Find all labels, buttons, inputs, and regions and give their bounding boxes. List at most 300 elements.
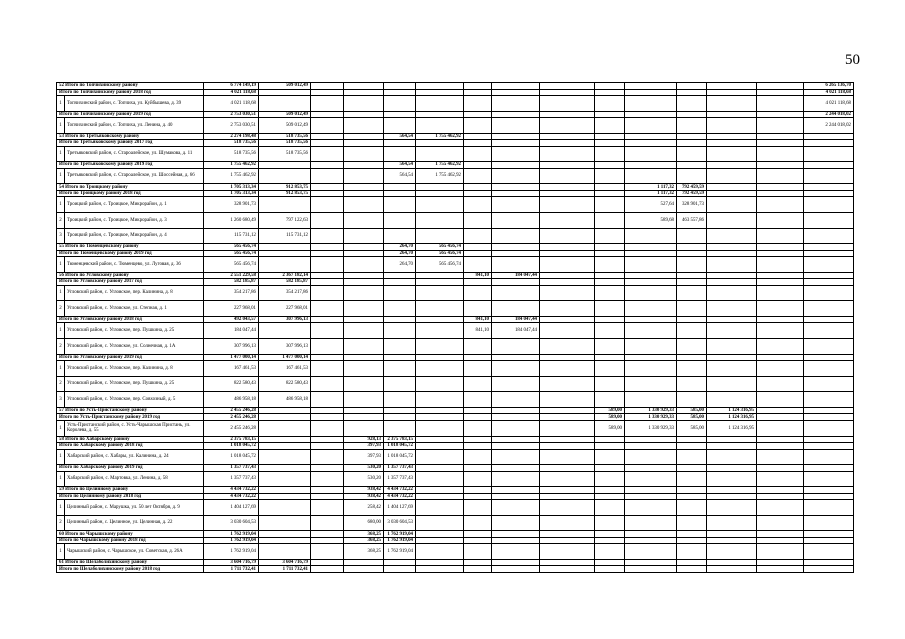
value-cell	[540, 212, 595, 228]
value-cell	[707, 361, 757, 377]
value-cell	[492, 168, 540, 184]
address-cell: Топчихинский район, с. Топчиха, ул. Ленина, д. 40	[65, 118, 204, 134]
value-cell	[384, 420, 416, 436]
row-number: 1	[57, 146, 65, 162]
value-cell: 2 244 018,02	[804, 111, 854, 118]
value-cell	[464, 118, 492, 134]
value-cell	[625, 566, 677, 573]
value-cell	[677, 500, 707, 516]
value-cell: 1 330 929,33	[625, 420, 677, 436]
value-cell	[707, 566, 757, 573]
row-number: 2	[57, 515, 65, 531]
value-cell	[492, 301, 540, 317]
address-row	[57, 544, 854, 560]
value-cell: 938,42	[344, 487, 384, 494]
value-cell	[757, 515, 804, 531]
value-cell	[595, 257, 625, 273]
value-cell: 680,00	[344, 515, 384, 531]
value-cell	[311, 212, 344, 228]
value-cell	[464, 257, 492, 273]
address-cell: Угловский район, с. Угловское, пер. Пушкина, д. 25	[65, 323, 204, 339]
value-cell	[595, 544, 625, 560]
value-cell	[625, 392, 677, 408]
value-cell	[344, 96, 384, 112]
row-number: 3	[57, 228, 65, 244]
value-cell: 354 217,86	[204, 285, 259, 301]
value-cell	[625, 285, 677, 301]
address-row	[57, 168, 854, 184]
value-cell	[311, 96, 344, 112]
value-cell	[311, 361, 344, 377]
value-cell: 912 853,75	[259, 190, 311, 197]
row-title: Итого по Троицкому району	[65, 184, 128, 190]
value-cell	[677, 376, 707, 392]
row-number: 1	[57, 361, 65, 377]
value-cell	[492, 566, 540, 573]
value-cell	[464, 301, 492, 317]
value-cell	[344, 168, 384, 184]
value-cell: 2 455 246,28	[204, 414, 259, 421]
value-cell: 167 461,53	[259, 361, 311, 377]
row-number: 1	[57, 118, 65, 134]
value-cell	[757, 392, 804, 408]
value-cell	[259, 449, 311, 465]
value-cell	[464, 197, 492, 213]
value-cell	[757, 228, 804, 244]
value-cell: 1 755 462,92	[204, 168, 259, 184]
value-cell: 530,20	[344, 471, 384, 487]
value-cell	[311, 257, 344, 273]
value-cell: 565 456,74	[416, 250, 464, 257]
value-cell: 582 185,87	[259, 279, 311, 286]
value-cell: 2 551 229,58	[204, 272, 259, 279]
value-cell	[804, 449, 854, 465]
value-cell	[464, 339, 492, 355]
value-cell	[416, 118, 464, 134]
value-cell: 518 735,56	[259, 140, 311, 147]
value-cell	[311, 420, 344, 436]
value-cell	[259, 471, 311, 487]
value-cell	[625, 500, 677, 516]
value-cell	[384, 392, 416, 408]
value-cell: 184 047,44	[204, 323, 259, 339]
row-label: Итого по Угловскому району 2018 год	[57, 316, 204, 323]
address-row	[57, 301, 854, 317]
value-cell: 4 434 732,22	[204, 493, 259, 500]
value-cell: 1 357 737,43	[204, 471, 259, 487]
value-cell	[492, 285, 540, 301]
value-cell: 582 185,87	[204, 279, 259, 286]
value-cell: 328 901,73	[204, 197, 259, 213]
value-cell	[384, 376, 416, 392]
value-cell: 1 404 127,69	[204, 500, 259, 516]
value-cell	[384, 96, 416, 112]
value-cell	[625, 118, 677, 134]
value-cell	[707, 146, 757, 162]
address-cell: Угловский район, с. Угловское, ул. Степная, д. 1	[65, 301, 204, 317]
value-cell	[757, 449, 804, 465]
value-cell	[384, 361, 416, 377]
page-number: 50	[845, 52, 860, 68]
value-cell: 368,25	[344, 531, 384, 538]
value-cell	[464, 392, 492, 408]
address-cell: Угловский район, с. Угловское, ул. Солнечная, д. 1А	[65, 339, 204, 355]
value-cell: 589,00	[595, 420, 625, 436]
value-cell	[595, 146, 625, 162]
value-cell: 589,68	[625, 212, 677, 228]
value-cell: 1 762 919,04	[384, 544, 416, 560]
value-cell	[464, 228, 492, 244]
value-cell: 589,00	[595, 407, 625, 414]
value-cell	[540, 376, 595, 392]
value-cell	[416, 339, 464, 355]
value-cell	[757, 500, 804, 516]
value-cell	[464, 544, 492, 560]
value-cell	[344, 566, 384, 573]
value-cell: 1 117,32	[625, 190, 677, 197]
row-number: 55	[59, 244, 64, 250]
value-cell	[464, 566, 492, 573]
value-cell	[757, 566, 804, 573]
value-cell	[492, 197, 540, 213]
row-number: 1	[57, 500, 65, 516]
value-cell	[707, 257, 757, 273]
value-cell	[311, 471, 344, 487]
value-cell	[595, 449, 625, 465]
value-cell: 564,54	[384, 162, 416, 169]
value-cell: 1 755 462,92	[416, 168, 464, 184]
value-cell	[416, 285, 464, 301]
value-cell	[595, 339, 625, 355]
value-cell	[804, 376, 854, 392]
value-cell: 797 122,63	[259, 212, 311, 228]
value-cell	[259, 515, 311, 531]
value-cell	[492, 212, 540, 228]
value-cell	[416, 566, 464, 573]
value-cell	[804, 323, 854, 339]
value-cell	[625, 339, 677, 355]
value-cell	[625, 361, 677, 377]
value-cell	[804, 361, 854, 377]
value-cell	[344, 118, 384, 134]
value-cell: 1 018 045,72	[204, 449, 259, 465]
value-cell	[344, 197, 384, 213]
value-cell	[344, 392, 384, 408]
value-cell	[384, 566, 416, 573]
value-cell: 1 762 919,04	[384, 537, 416, 544]
value-cell	[384, 323, 416, 339]
value-cell: 564,54	[384, 133, 416, 140]
value-cell: 4 434 732,22	[204, 487, 259, 494]
value-cell	[259, 323, 311, 339]
value-cell	[595, 197, 625, 213]
value-cell: 518 735,56	[204, 140, 259, 147]
value-cell: 564,54	[384, 168, 416, 184]
value-cell	[259, 257, 311, 273]
row-title: Итого по Усть-Пристанскому району	[65, 408, 148, 414]
value-cell	[384, 197, 416, 213]
value-cell	[595, 515, 625, 531]
value-cell	[625, 323, 677, 339]
value-cell	[757, 361, 804, 377]
value-cell	[757, 544, 804, 560]
value-cell	[540, 146, 595, 162]
row-number: 53	[59, 133, 64, 139]
value-cell: 1 124 316,95	[707, 420, 757, 436]
value-cell	[311, 301, 344, 317]
value-cell	[595, 376, 625, 392]
row-number: 60	[59, 531, 64, 537]
value-cell	[416, 96, 464, 112]
value-cell	[804, 168, 854, 184]
value-cell	[416, 228, 464, 244]
value-cell: 115 731,12	[259, 228, 311, 244]
row-label: Итого по Третьяковскому району 2017 год	[57, 140, 204, 147]
value-cell	[416, 515, 464, 531]
value-cell	[344, 339, 384, 355]
value-cell	[804, 566, 854, 573]
address-row	[57, 285, 854, 301]
value-cell	[311, 392, 344, 408]
value-cell: 928,13	[344, 436, 384, 443]
value-cell	[492, 118, 540, 134]
row-number: 1	[57, 449, 65, 465]
value-cell	[804, 257, 854, 273]
value-cell: 184 047,44	[492, 272, 540, 279]
value-cell	[804, 515, 854, 531]
value-cell	[492, 544, 540, 560]
value-cell: 2 753 030,51	[204, 118, 259, 134]
value-cell	[492, 376, 540, 392]
row-label: Итого по Чарышскому району 2018 год	[57, 537, 204, 544]
value-cell	[757, 146, 804, 162]
value-cell: 4 021 118,68	[804, 89, 854, 96]
value-cell: 4 021 118,68	[204, 96, 259, 112]
value-cell	[707, 392, 757, 408]
value-cell	[416, 197, 464, 213]
address-row	[57, 500, 854, 516]
value-cell	[757, 168, 804, 184]
row-title: Итого по Топчихинскому району	[65, 83, 138, 89]
row-number: 2	[57, 376, 65, 392]
value-cell	[416, 500, 464, 516]
value-cell	[540, 515, 595, 531]
repair-costs-table	[56, 82, 854, 573]
value-cell: 486 958,18	[259, 392, 311, 408]
value-cell: 530,20	[344, 465, 384, 472]
value-cell	[804, 301, 854, 317]
value-cell	[311, 197, 344, 213]
value-cell: 1 357 737,43	[204, 465, 259, 472]
value-cell	[625, 257, 677, 273]
row-number: 52	[59, 83, 64, 89]
value-cell	[707, 301, 757, 317]
value-cell	[707, 197, 757, 213]
value-cell	[344, 257, 384, 273]
value-cell	[416, 544, 464, 560]
value-cell: 6 265 136,70	[804, 83, 854, 90]
value-cell	[259, 500, 311, 516]
value-cell: 1 755 462,92	[204, 162, 259, 169]
value-cell: 368,25	[344, 537, 384, 544]
value-cell	[804, 285, 854, 301]
value-cell: 2 455 246,28	[204, 407, 259, 414]
row-number: 1	[57, 544, 65, 560]
value-cell: 1 124 316,95	[707, 414, 757, 421]
value-cell	[540, 339, 595, 355]
value-cell: 1 018 045,72	[384, 443, 416, 450]
value-cell: 1 117,32	[625, 184, 677, 191]
row-label: Итого по Топчихинскому району 2019 год	[57, 111, 204, 118]
value-cell: 1 357 737,43	[384, 465, 416, 472]
value-cell	[311, 515, 344, 531]
row-title: Итого по Тюменцевскому району	[65, 244, 139, 250]
value-cell: 3 604 716,79	[204, 559, 259, 566]
value-cell	[595, 285, 625, 301]
value-cell	[540, 500, 595, 516]
value-cell: 354 217,86	[259, 285, 311, 301]
address-cell: Троицкий район, с. Троицкое, Микрорайон, д. 3	[65, 212, 204, 228]
address-cell: Целинный район, с. Целинное, ул. Целинная, д. 22	[65, 515, 204, 531]
value-cell	[492, 146, 540, 162]
value-cell	[707, 323, 757, 339]
row-label: Итого по Угловскому району 2019 год	[57, 354, 204, 361]
value-cell	[757, 339, 804, 355]
row-label: Итого по Целинному району 2018 год	[57, 493, 204, 500]
value-cell: 1 711 732,41	[204, 566, 259, 573]
row-label: Итого по Угловскому району 2017 год	[57, 279, 204, 286]
value-cell	[804, 420, 854, 436]
value-cell	[677, 544, 707, 560]
value-cell	[677, 339, 707, 355]
value-cell: 509 012,49	[259, 111, 311, 118]
value-cell: 3 030 604,53	[204, 515, 259, 531]
value-cell	[464, 515, 492, 531]
row-number: 57	[59, 408, 64, 414]
value-cell: 492 043,57	[204, 316, 259, 323]
value-cell: 585,00	[677, 420, 707, 436]
value-cell: 1 762 919,04	[204, 531, 259, 538]
address-row	[57, 96, 854, 112]
value-cell: 397,93	[344, 443, 384, 450]
row-label: Итого по Хабарскому району 2019 год	[57, 465, 204, 472]
value-cell	[259, 420, 311, 436]
row-number: 59	[59, 487, 64, 493]
address-cell: Третьяковский район, с. Староалейское, ул. Шоссейная, д. 66	[65, 168, 204, 184]
row-number: 1	[57, 420, 65, 436]
value-cell	[625, 96, 677, 112]
value-cell	[416, 146, 464, 162]
value-cell	[677, 471, 707, 487]
value-cell: 1 477 000,14	[204, 354, 259, 361]
value-cell	[707, 285, 757, 301]
value-cell	[540, 228, 595, 244]
row-number: 58	[59, 436, 64, 442]
address-cell: Хабарский район, с. Хабары, ул. Калинина, д. 24	[65, 449, 204, 465]
value-cell	[540, 323, 595, 339]
value-cell	[595, 228, 625, 244]
row-label: Итого по Третьяковскому району 2019 год	[57, 162, 204, 169]
value-cell: 1 755 462,92	[416, 162, 464, 169]
value-cell	[595, 361, 625, 377]
value-cell	[625, 146, 677, 162]
row-label: Итого по Тюменцевскому району 2019 год	[57, 250, 204, 257]
value-cell: 1 018 045,72	[384, 449, 416, 465]
value-cell: 1 357 737,43	[384, 471, 416, 487]
value-cell	[464, 285, 492, 301]
value-cell	[492, 228, 540, 244]
row-label: Итого по Топчихинскому району 2018 год	[57, 89, 204, 96]
value-cell	[804, 500, 854, 516]
value-cell: 841,10	[464, 316, 492, 323]
value-cell: 2 244 018,02	[804, 118, 854, 134]
value-cell	[707, 228, 757, 244]
value-cell	[595, 212, 625, 228]
value-cell	[492, 257, 540, 273]
value-cell	[757, 96, 804, 112]
value-cell	[540, 392, 595, 408]
value-cell: 4 434 732,22	[384, 487, 416, 494]
value-cell	[492, 515, 540, 531]
value-cell: 1 762 919,04	[204, 544, 259, 560]
value-cell	[707, 96, 757, 112]
value-cell: 397,93	[344, 449, 384, 465]
value-cell	[384, 212, 416, 228]
value-cell: 328 901,73	[677, 197, 707, 213]
value-cell	[464, 96, 492, 112]
value-cell	[311, 118, 344, 134]
value-cell	[464, 420, 492, 436]
value-cell	[757, 212, 804, 228]
row-title: Итого по Чарышскому району	[65, 531, 133, 537]
value-cell: 585,00	[677, 407, 707, 414]
value-cell	[416, 392, 464, 408]
address-cell: Троицкий район, с. Троицкое, Микрорайон, д. 4	[65, 228, 204, 244]
value-cell: 184 047,44	[492, 316, 540, 323]
value-cell	[625, 515, 677, 531]
value-cell	[311, 449, 344, 465]
address-row	[57, 197, 854, 213]
value-cell: 792 459,59	[677, 190, 707, 197]
value-cell	[595, 566, 625, 573]
value-cell	[416, 212, 464, 228]
value-cell: 264,70	[384, 250, 416, 257]
value-cell: 2 274 198,48	[204, 133, 259, 140]
value-cell: 1 124 316,95	[707, 407, 757, 414]
value-cell: 565 456,74	[204, 250, 259, 257]
value-cell	[464, 361, 492, 377]
value-cell	[344, 323, 384, 339]
address-cell: Тюменцевский район, с. Тюменцево, ул. Луговая, д. 36	[65, 257, 204, 273]
row-label: Итого по Шелаболихинскому району 2018 год	[57, 566, 204, 573]
value-cell	[595, 118, 625, 134]
value-cell: 2 375 783,15	[204, 436, 259, 443]
value-cell	[707, 471, 757, 487]
row-number: 2	[57, 339, 65, 355]
value-cell	[344, 420, 384, 436]
value-cell: 1 404 127,69	[384, 500, 416, 516]
value-cell	[804, 392, 854, 408]
value-cell	[384, 339, 416, 355]
value-cell	[492, 500, 540, 516]
row-number: 1	[57, 323, 65, 339]
value-cell: 1 330 929,33	[625, 414, 677, 421]
value-cell: 841,10	[464, 323, 492, 339]
value-cell: 565 456,74	[204, 244, 259, 251]
row-label: Итого по Хабарскому району 2018 год	[57, 443, 204, 450]
value-cell: 2 753 030,51	[204, 111, 259, 118]
address-row	[57, 118, 854, 134]
